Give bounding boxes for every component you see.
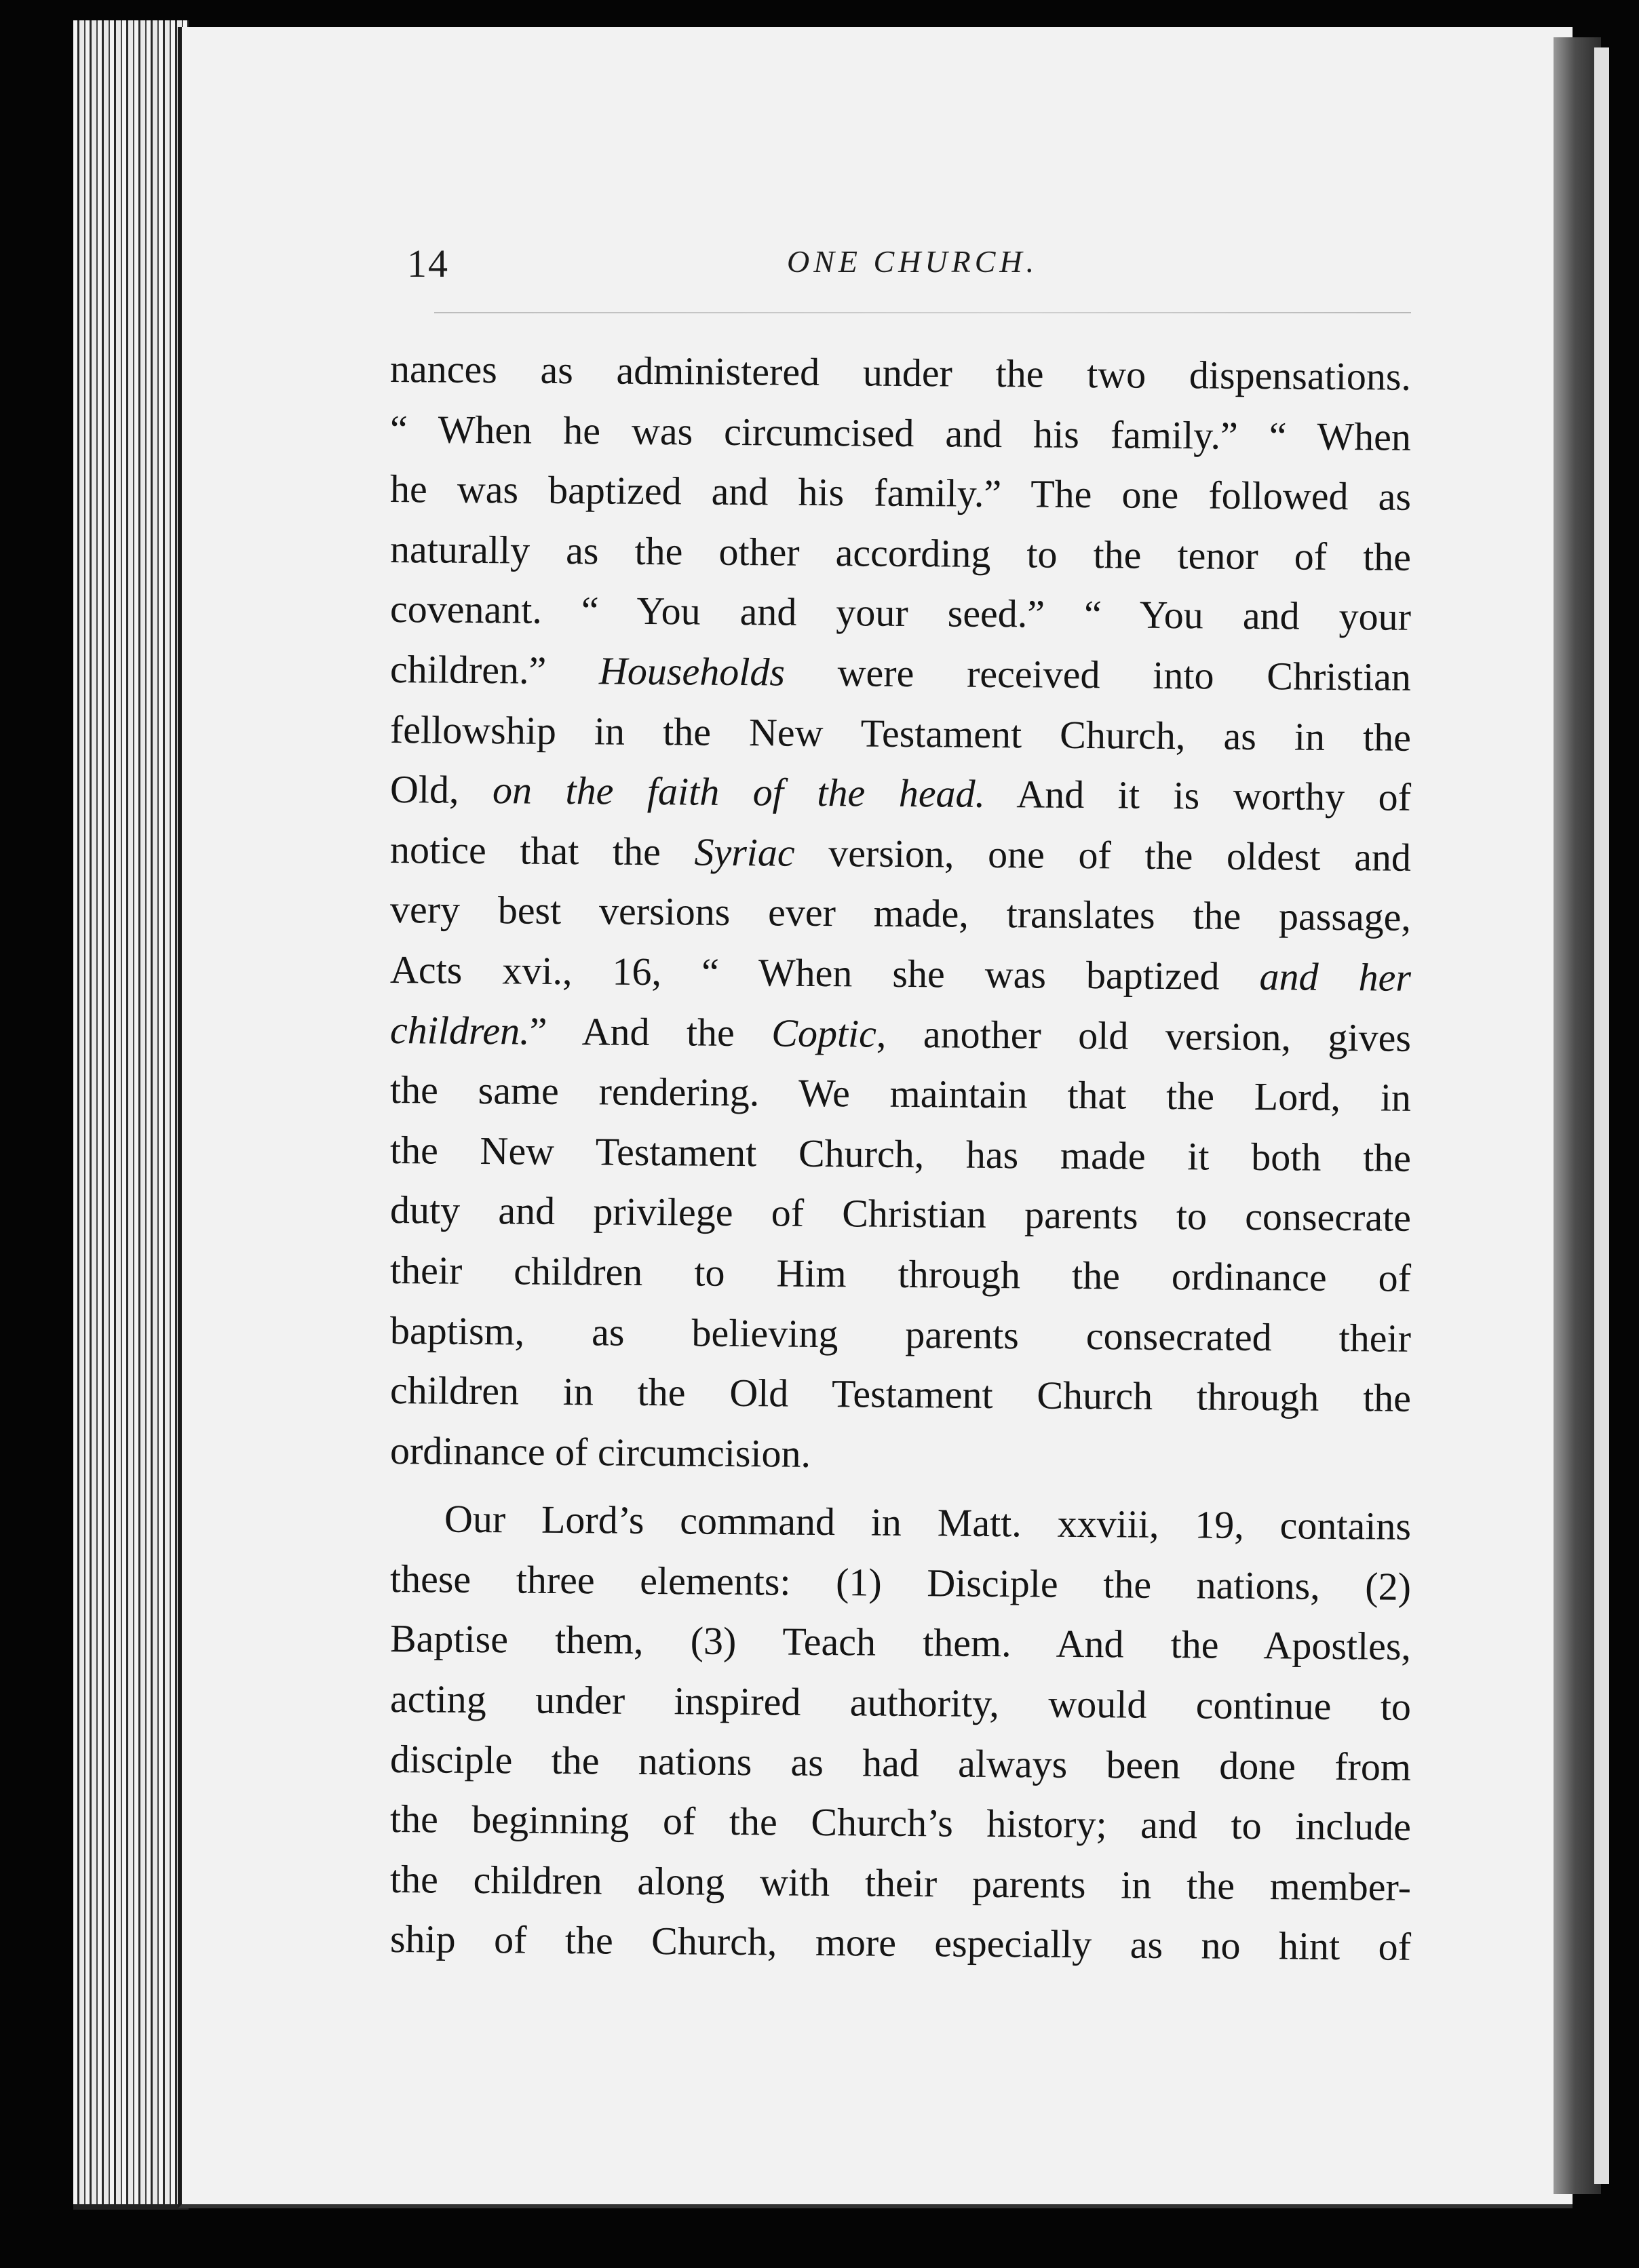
text-line: [390, 1729, 1412, 1797]
text-run: baptism, as believing parents consecrated their: [389, 1308, 1412, 1361]
text-run: the same rendering. We maintain that the Lord, in: [389, 1068, 1412, 1120]
text-run: Old,: [389, 767, 493, 813]
text-run: duty and privilege of Christian parents to consecrate: [389, 1188, 1412, 1240]
text-line: [390, 820, 1412, 888]
text-run: ship of the Church, more especially as no hint of: [389, 1917, 1412, 1970]
text-line: [390, 880, 1412, 947]
text-run: acting under inspired authority, would continue to: [389, 1677, 1412, 1729]
header-rule: [434, 312, 1411, 313]
text-line: [390, 1669, 1412, 1737]
text-run: fellowship in the New Testament Church, as in the: [389, 707, 1412, 760]
paragraph: [390, 339, 1411, 1481]
text-run: children.”: [389, 646, 600, 693]
text-run: children in the Old Testament Church through the: [389, 1368, 1412, 1420]
text-run: the children along with their parents in the member-: [389, 1856, 1412, 1909]
text-run: And it is worthy of: [984, 772, 1412, 819]
text-run: were received into Christian: [784, 650, 1412, 699]
italic-text: children.: [389, 1007, 530, 1053]
text-line: [390, 1489, 1412, 1557]
text-line: [390, 1909, 1412, 1977]
text-line: [390, 1421, 1412, 1489]
italic-text: and her: [1259, 954, 1412, 1000]
text-line: [390, 1180, 1412, 1248]
text-line: [390, 1000, 1412, 1068]
text-run: covenant. “ You and your seed.” “ You and your: [389, 587, 1412, 640]
paragraph: [390, 1489, 1411, 1970]
text-line: [390, 399, 1412, 467]
text-line: [390, 1549, 1412, 1617]
text-run: notice that the: [389, 827, 695, 874]
text-line: [390, 1120, 1412, 1188]
text-line: [390, 700, 1412, 768]
page-edges: [73, 20, 189, 2210]
text-run: these three elements: (1) Disciple the nations, (2): [389, 1556, 1412, 1609]
text-run: very best versions ever made, translates the passage,: [389, 887, 1412, 940]
italic-text: Households: [598, 648, 786, 695]
text-line: [390, 520, 1412, 587]
text-line: [390, 1301, 1412, 1369]
page-number: 14: [407, 241, 449, 286]
text-line: [390, 640, 1412, 707]
text-run: nances as administered under the two dispensations.: [389, 347, 1412, 399]
text-line: [390, 1361, 1412, 1428]
text-run: the New Testament Church, has made it both the: [389, 1127, 1412, 1180]
text-run: Baptise them, (3) Teach them. And the Apostles,: [389, 1616, 1412, 1669]
text-run: “ When he was circumcised and his family.” “ When: [389, 406, 1412, 459]
italic-text: on the faith of the head.: [492, 768, 986, 817]
text-run: disciple the nations as had always been done from: [389, 1736, 1412, 1789]
text-run: their children to Him through the ordinance of: [389, 1247, 1412, 1300]
body-text: [390, 339, 1411, 1970]
text-run: ordinance of circumcision.: [389, 1428, 811, 1476]
text-run: version, one of the oldest and: [794, 830, 1412, 880]
text-line: [390, 1850, 1412, 1917]
text-line: [390, 940, 1412, 1008]
running-title: ONE CHURCH.: [787, 244, 1039, 279]
text-line: [390, 339, 1412, 407]
text-line: [390, 1240, 1412, 1308]
text-run: ” And the: [529, 1009, 772, 1055]
text-run: he was baptized and his family.” The one followed as: [389, 467, 1412, 520]
text-run: Our Lord’s command in Matt. xxviii, 19, contains: [444, 1496, 1412, 1549]
text-line: [390, 1060, 1412, 1128]
text-line: [390, 579, 1412, 647]
text-run: , another old version, gives: [876, 1011, 1412, 1060]
text-run: the beginning of the Church’s history; and to include: [389, 1797, 1412, 1850]
text-line: [390, 1789, 1412, 1857]
text-run: Acts xvi., 16, “ When she was baptized: [389, 947, 1260, 999]
text-run: naturally as the other according to the tenor of the: [389, 526, 1412, 579]
next-page-edge: [1594, 47, 1609, 2184]
text-line: [390, 760, 1412, 827]
text-line: [390, 1609, 1412, 1677]
running-head: [407, 241, 1404, 302]
italic-text: Coptic: [771, 1010, 877, 1056]
italic-text: Syriac: [694, 829, 795, 875]
text-line: [390, 459, 1412, 527]
